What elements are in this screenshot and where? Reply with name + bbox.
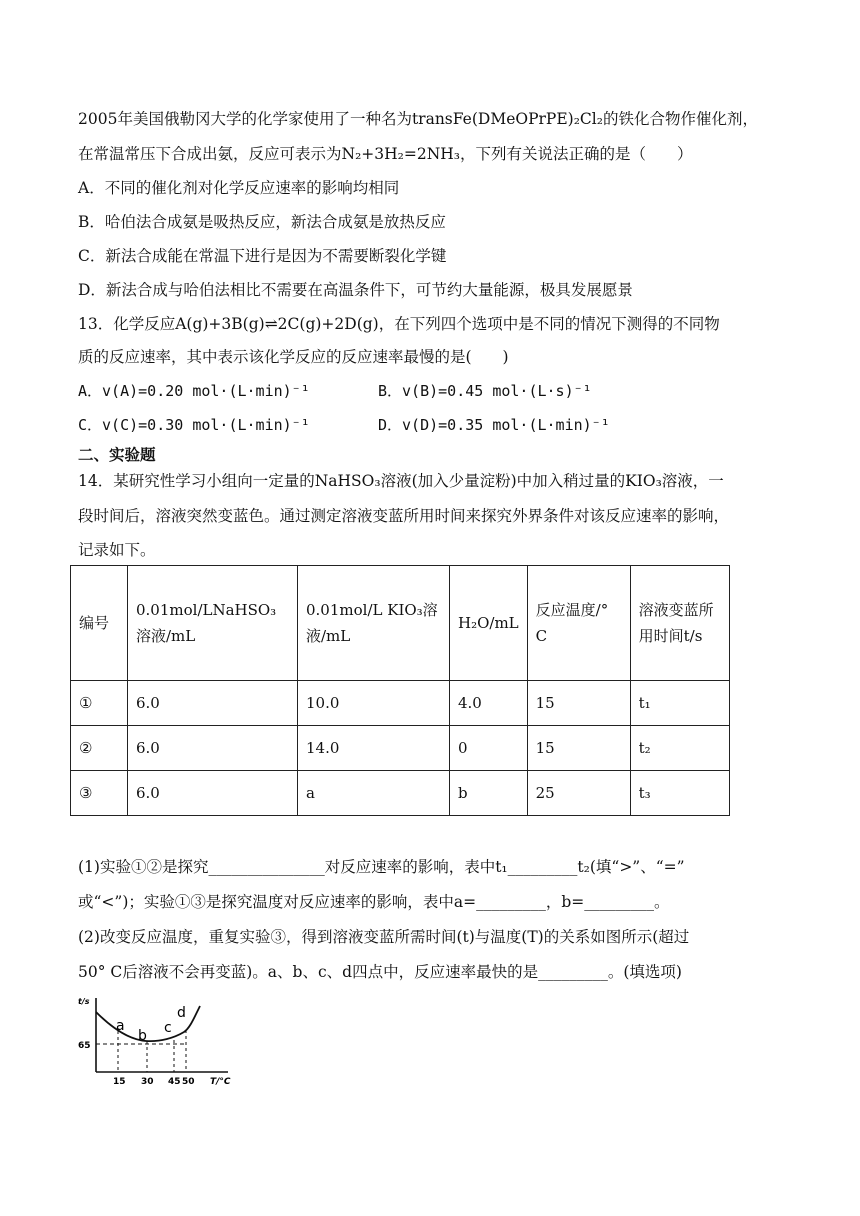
table-cell: 10.0 [298, 681, 450, 726]
point-label-b: b [138, 1028, 147, 1044]
x-tick-45: 45 [168, 1077, 181, 1087]
table-cell: a [298, 771, 450, 816]
x-tick-30: 30 [141, 1077, 154, 1087]
table-row [71, 681, 730, 726]
table-cell: 6.0 [128, 681, 298, 726]
q13-option-c: C．v(C)=0.30 mol·(L·min)⁻¹ [78, 416, 310, 434]
q12-option-a: A．不同的催化剂对化学反应速率的影响均相同 [78, 179, 400, 197]
y-axis-label: t/s [78, 997, 90, 1006]
table-cell: 6.0 [128, 771, 298, 816]
table-cell: ① [71, 681, 128, 726]
table-cell: 0 [450, 726, 528, 771]
point-label-a: a [116, 1018, 125, 1034]
y-tick-65: 65 [78, 1041, 91, 1051]
table-cell: t₂ [630, 726, 729, 771]
table-row [71, 726, 730, 771]
time-temperature-graph [76, 992, 246, 1094]
intro-line-2: 在常温常压下合成出氨，反应可表示为N₂+3H₂=2NH₃，下列有关说法正确的是（ ） [78, 145, 693, 163]
q14-stem-line-3: 记录如下。 [78, 541, 156, 559]
table-cell: ③ [71, 771, 128, 816]
table-cell: 15 [527, 726, 630, 771]
q13-stem-line-2: 质的反应速率，其中表示该化学反应的反应速率最慢的是( ) [78, 348, 509, 366]
table-cell: 14.0 [298, 726, 450, 771]
q13-option-d: D．v(D)=0.35 mol·(L·min)⁻¹ [378, 416, 610, 434]
table-header-cell: 编号 [71, 566, 128, 681]
sub-question-2-line-1: (2)改变反应温度，重复实验③，得到溶液变蓝所需时间(t)与温度(T)的关系如图所示(超过 [78, 928, 690, 946]
q13-option-a: A．v(A)=0.20 mol·(L·min)⁻¹ [78, 382, 310, 400]
sub-question-1-line-2: 或“<”)；实验①③是探究温度对反应速率的影响，表中a=_________，b=_________。 [78, 893, 670, 911]
sub-question-1-line-1: (1)实验①②是探究_______________对反应速率的影响，表中t₁_________t₂(填“>”、“=” [78, 858, 685, 876]
intro-line-1: 2005年美国俄勒冈大学的化学家使用了一种名为transFe(DMeOPrPE)₂Cl₂的铁化合物作催化剂， [78, 110, 758, 128]
table-header-cell: 0.01mol/LNaHSO₃溶液/mL [128, 566, 298, 681]
table-cell: t₃ [630, 771, 729, 816]
x-axis-label: T/°C [210, 1077, 231, 1087]
q12-option-b: B．哈伯法合成氨是吸热反应，新法合成氨是放热反应 [78, 213, 446, 231]
experiment-table [70, 565, 730, 816]
q12-option-c: C．新法合成能在常温下进行是因为不需要断裂化学键 [78, 247, 447, 265]
x-tick-50: 50 [182, 1077, 195, 1087]
table-header-cell: 溶液变蓝所用时间t/s [630, 566, 729, 681]
table-cell: 15 [527, 681, 630, 726]
table-cell: b [450, 771, 528, 816]
q13-option-b: B．v(B)=0.45 mol·(L·s)⁻¹ [378, 382, 592, 400]
q14-stem-line-2: 段时间后，溶液突然变蓝色。通过测定溶液变蓝所用时间来探究外界条件对该反应速率的影响， [78, 507, 730, 525]
section-title: 二、实验题 [78, 445, 156, 464]
table-cell: 25 [527, 771, 630, 816]
q14-stem-line-1: 14．某研究性学习小组向一定量的NaHSO₃溶液(加入少量淀粉)中加入稍过量的KIO₃溶液，一 [78, 472, 724, 490]
table-header-cell: 0.01mol/L KIO₃溶液/mL [298, 566, 450, 681]
table-header-cell: H₂O/mL [450, 566, 528, 681]
point-label-d: d [177, 1005, 186, 1021]
table-header-cell: 反应温度/° C [527, 566, 630, 681]
x-tick-15: 15 [113, 1077, 126, 1087]
table-cell: 6.0 [128, 726, 298, 771]
table-cell: ② [71, 726, 128, 771]
q13-stem-line-1: 13．化学反应A(g)+3B(g)⇌2C(g)+2D(g)，在下列四个选项中是不同的情况下测得的不同物 [78, 315, 720, 333]
sub-question-2-line-2: 50° C后溶液不会再变蓝)。a、b、c、d四点中，反应速率最快的是_________。(填选项) [78, 963, 682, 981]
point-label-c: c [164, 1020, 172, 1036]
q12-option-d: D．新法合成与哈伯法相比不需要在高温条件下，可节约大量能源，极具发展愿景 [78, 281, 633, 299]
table-cell: 4.0 [450, 681, 528, 726]
table-cell: t₁ [630, 681, 729, 726]
table-row [71, 771, 730, 816]
table-header-row [71, 566, 730, 681]
